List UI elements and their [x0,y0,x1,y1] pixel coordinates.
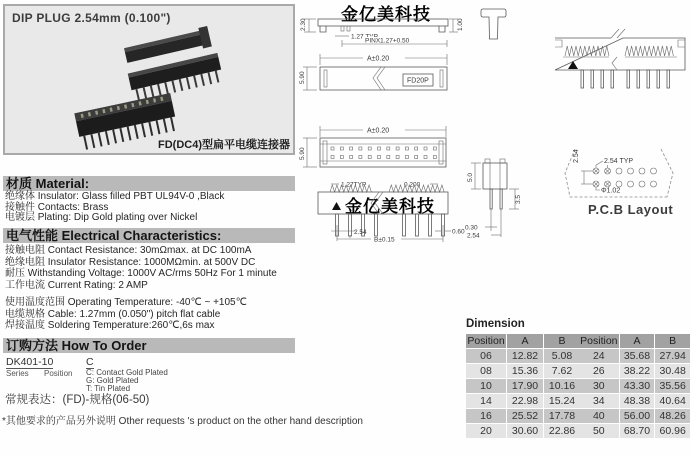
product-photo-box [3,4,295,155]
table-row [579,379,690,393]
table-row [466,349,580,363]
cell-position: 30 [579,379,619,393]
table-row [466,424,580,438]
usage-spec-lines [5,297,247,332]
table-row [579,424,690,438]
part-marking: FD20P [407,77,429,85]
cell-a: 56.00 [620,409,655,423]
cell-position: 10 [466,379,506,393]
spec-line: 使用温度范围 Operating Temperature: -40℃ ~ +105℃ [5,297,247,308]
cell-b: 60.96 [655,424,690,438]
cell-a: 25.52 [507,409,543,423]
cell-position: 20 [466,424,506,438]
order-regular-expression: 常规表达：(FD)-规格(06-50) [5,394,150,406]
dim-label: 1.27 TYP [351,33,378,41]
cell-b: 10.16 [544,379,580,393]
cell-b: 17.78 [544,409,580,423]
dim-label: 0.30 [465,224,478,232]
drawing-end-view [459,151,525,243]
dim-label: 2.54 [467,232,480,240]
col-header-position: Position [467,335,505,347]
electrical-spec-lines [5,245,277,291]
cell-a: 17.90 [507,379,543,393]
plating-option: G: Gold Plated [86,376,139,385]
spec-line: 绝缘体 Insulator: Glass filled PBT UL94V-0 ,Black [5,191,225,202]
dim-label: 5.0 [467,172,474,182]
spec-line: 接触电阻 Contact Resistance: 30mΩmax. at DC 100mA [5,245,252,256]
pcb-layout-caption: P.C.B Layout [588,202,674,217]
cell-b: 15.24 [544,394,580,408]
cell-position: 16 [466,409,506,423]
spec-line: 工作电流 Current Rating: 2 AMP [5,279,148,291]
dim-label: 2.54 [573,149,580,163]
cell-position: 08 [466,364,506,378]
dimension-title: Dimension [466,318,525,330]
table-row [579,349,690,363]
cell-position: 34 [579,394,619,408]
spec-line: 接触件 Contacts: Brass [5,201,109,213]
cell-a: 48.38 [620,394,655,408]
watermark-text-middle: 金亿美科技 [345,197,435,216]
cell-position: 06 [466,349,506,363]
col-header-a: A [507,334,543,348]
dim-label: 2.54 [354,229,367,236]
dim-label: 3.5 [515,194,522,204]
dim-label: B±0.15 [374,236,395,244]
spec-line: 电缆规格 Cable: 1.27mm (0.050") pitch flat cable [5,308,221,320]
table-row [466,364,580,378]
dimension-table-left [465,333,581,439]
cell-position: 50 [579,424,619,438]
col-header-b: B [655,334,690,348]
dim-label: 0.200 [404,181,421,189]
cell-b: 5.08 [544,349,580,363]
photo-caption: FD(DC4)型扁平电缆连接器 [158,139,290,151]
cell-a: 38.22 [620,364,655,378]
plating-option: T: Tin Plated [86,384,131,393]
dim-label: A±0.20 [367,55,390,63]
order-part-number: DK401-10 [6,356,54,368]
table-row [579,394,690,408]
dim-label: 5.90 [299,147,306,160]
section-header-order: 订购方法 How To Order [3,338,295,353]
cell-a: 22.98 [507,394,543,408]
dim-label: 1.00 [457,18,464,31]
dim-label: A±0.20 [367,127,390,135]
table-row [579,364,690,378]
plating-option: C: Contact Gold Plated [86,368,168,377]
spec-line: 绝缘电阻 Insulator Resistance: 1000MΩmin. at 500V DC [5,256,256,268]
watermark-text-top: 金亿美科技 [341,5,431,24]
dim-label: PINX1.27+0.50 [365,37,410,45]
cell-a: 68.70 [620,424,655,438]
dim-label: 2.30 [300,18,307,31]
cell-b: 27.94 [655,349,690,363]
col-header-b: B [544,334,580,348]
cell-a: 15.36 [507,364,543,378]
cell-b: 40.64 [655,394,690,408]
spec-line: 焊接温度 Soldering Temperature:260℃,6s max [5,320,215,331]
drawing-pcb-layout [557,143,689,203]
section-header-electrical: 电气性能 Electrical Characteristics: [3,228,295,243]
drawing-contact-outline [477,5,511,43]
table-row [466,409,580,423]
cell-position: 14 [466,394,506,408]
table-header-row [579,334,690,348]
cell-a: 30.60 [507,424,543,438]
table-row [466,394,580,408]
cell-a: 35.68 [620,349,655,363]
cell-b: 35.56 [655,379,690,393]
cell-position: 24 [579,349,619,363]
table-row [466,379,580,393]
cell-b: 48.26 [655,409,690,423]
col-header-position: Position [580,335,618,347]
drawing-cover-top-view [297,50,462,98]
cell-position: 26 [579,364,619,378]
cell-a: 43.30 [620,379,655,393]
product-photo-illustration [5,6,291,151]
page-title: DIP PLUG 2.54mm (0.100") [12,11,171,25]
order-position-label: Position [44,369,73,378]
drawing-long-connector [551,26,691,92]
spec-line: 耐压 Withstanding Voltage: 1000V AC/rms 50Hz For 1 minute [5,268,277,279]
dim-label: 2.54 TYP [604,158,634,165]
table-row [579,409,690,423]
col-header-a: A [620,334,655,348]
drawing-body-top-view [297,122,462,174]
order-plating-options [86,369,168,393]
order-series-label: Series [6,369,29,378]
drawing-side-view [297,175,469,249]
cell-b: 30.48 [655,364,690,378]
cell-b: 22.86 [544,424,580,438]
dim-label: 5.90 [299,71,306,84]
order-plating-code: C [86,356,94,368]
table-header-row [466,334,580,348]
dim-label: 1.27TYP [341,181,367,189]
drawing-cover-profile [297,13,465,50]
dim-label: Φ1.02 [601,187,621,195]
section-header-material: 材质 Material: [3,176,295,191]
material-spec-lines [5,192,224,224]
cell-b: 7.62 [544,364,580,378]
dimension-table-right [578,333,691,439]
cell-a: 12.82 [507,349,543,363]
order-footnote: *其他要求的产品另外说明 Other requests 's product on the other hand description [2,416,363,427]
dim-label: 0.60 [452,228,465,236]
spec-line: 电镀层 Plating: Dip Gold plating over Nickel [5,212,198,224]
cell-position: 40 [579,409,619,423]
